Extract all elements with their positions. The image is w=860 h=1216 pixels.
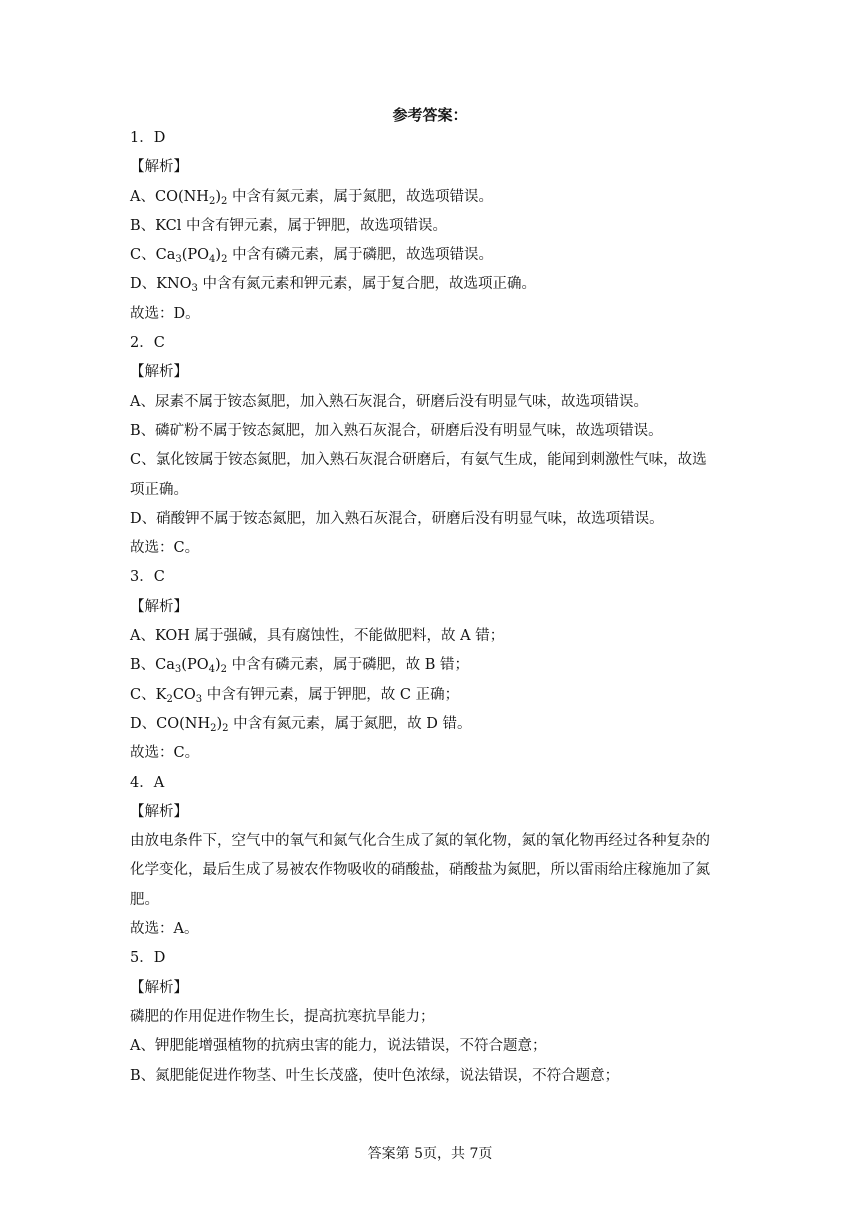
q2-option-d: D、硝酸钾不属于铵态氮肥，加入熟石灰混合，研磨后没有明显气味，故选项错误。	[130, 510, 664, 527]
q2-analysis-heading: 【解析】	[130, 364, 188, 381]
q3-option-c: C、$K_2CO_3$ 中含有钾元素，属于钾肥，故 C 正确；	[130, 686, 460, 705]
q5-option-b: B、氮肥能促进作物茎、叶生长茂盛，使叶色浓绿，说法错误，不符合题意；	[130, 1067, 620, 1084]
q2-choice: 故选：C。	[130, 540, 200, 557]
q2-answer: 2．C	[130, 335, 165, 352]
q4-paragraph-line2: 化学变化，最后生成了易被农作物吸收的硝酸盐，硝酸盐为氮肥，所以雷雨给庄稼施加了氮	[130, 862, 710, 879]
q1-analysis-heading: 【解析】	[130, 159, 188, 176]
q2-option-c-line2: 项正确。	[130, 481, 188, 498]
q4-paragraph-line3: 肥。	[130, 891, 159, 908]
q5-intro: 磷肥的作用促进作物生长，提高抗寒抗旱能力；	[130, 1008, 435, 1025]
q3-analysis-heading: 【解析】	[130, 598, 188, 615]
q4-analysis-heading: 【解析】	[130, 803, 188, 820]
q5-analysis-heading: 【解析】	[130, 979, 188, 996]
page-footer: 答案第 5页，共 7页	[367, 1146, 493, 1162]
q3-answer: 3．C	[130, 569, 165, 586]
q1-choice: 故选：D。	[130, 305, 200, 322]
q2-option-a: A、尿素不属于铵态氮肥，加入熟石灰混合，研磨后没有明显气味，故选项错误。	[130, 393, 648, 410]
q3-option-d: D、$CO(NH_2)_2$ 中含有氮元素，属于氮肥，故 D 错。	[130, 715, 472, 734]
q3-option-b: B、$Ca_3(PO_4)_2$ 中含有磷元素，属于磷肥，故 B 错；	[130, 657, 469, 676]
page-title: 参考答案：	[392, 106, 468, 124]
q4-paragraph-line1: 由放电条件下，空气中的氧气和氮气化合生成了氮的氧化物，氮的氧化物再经过各种复杂的	[130, 833, 710, 850]
q3-option-a: A、KOH 属于强碱，具有腐蚀性，不能做肥料，故 A 错；	[130, 628, 505, 645]
q4-choice: 故选：A。	[130, 921, 199, 938]
q2-option-c-line1: C、氯化铵属于铵态氮肥，加入熟石灰混合研磨后，有氨气生成，能闻到刺激性气味，故选	[130, 452, 707, 469]
q2-option-b: B、磷矿粉不属于铵态氮肥，加入熟石灰混合，研磨后没有明显气味，故选项错误。	[130, 422, 663, 439]
q1-option-d: D、$KNO_3$ 中含有氮元素和钾元素，属于复合肥，故选项正确。	[130, 276, 537, 295]
q1-option-c: C、$Ca_3(PO_4)_2$ 中含有磷元素，属于磷肥，故选项错误。	[130, 247, 494, 266]
q5-option-a: A、钾肥能增强植物的抗病虫害的能力，说法错误，不符合题意；	[130, 1038, 547, 1055]
q1-option-b: B、KCl 中含有钾元素，属于钾肥，故选项错误。	[130, 217, 447, 234]
q5-answer: 5．D	[130, 950, 166, 967]
q1-option-a: A、$CO(NH_2)_2$ 中含有氮元素，属于氮肥，故选项错误。	[130, 188, 493, 207]
q4-answer: 4．A	[130, 774, 165, 791]
q3-choice: 故选：C。	[130, 745, 200, 762]
q1-answer: 1．D	[130, 130, 166, 146]
answer-content	[130, 124, 730, 1091]
